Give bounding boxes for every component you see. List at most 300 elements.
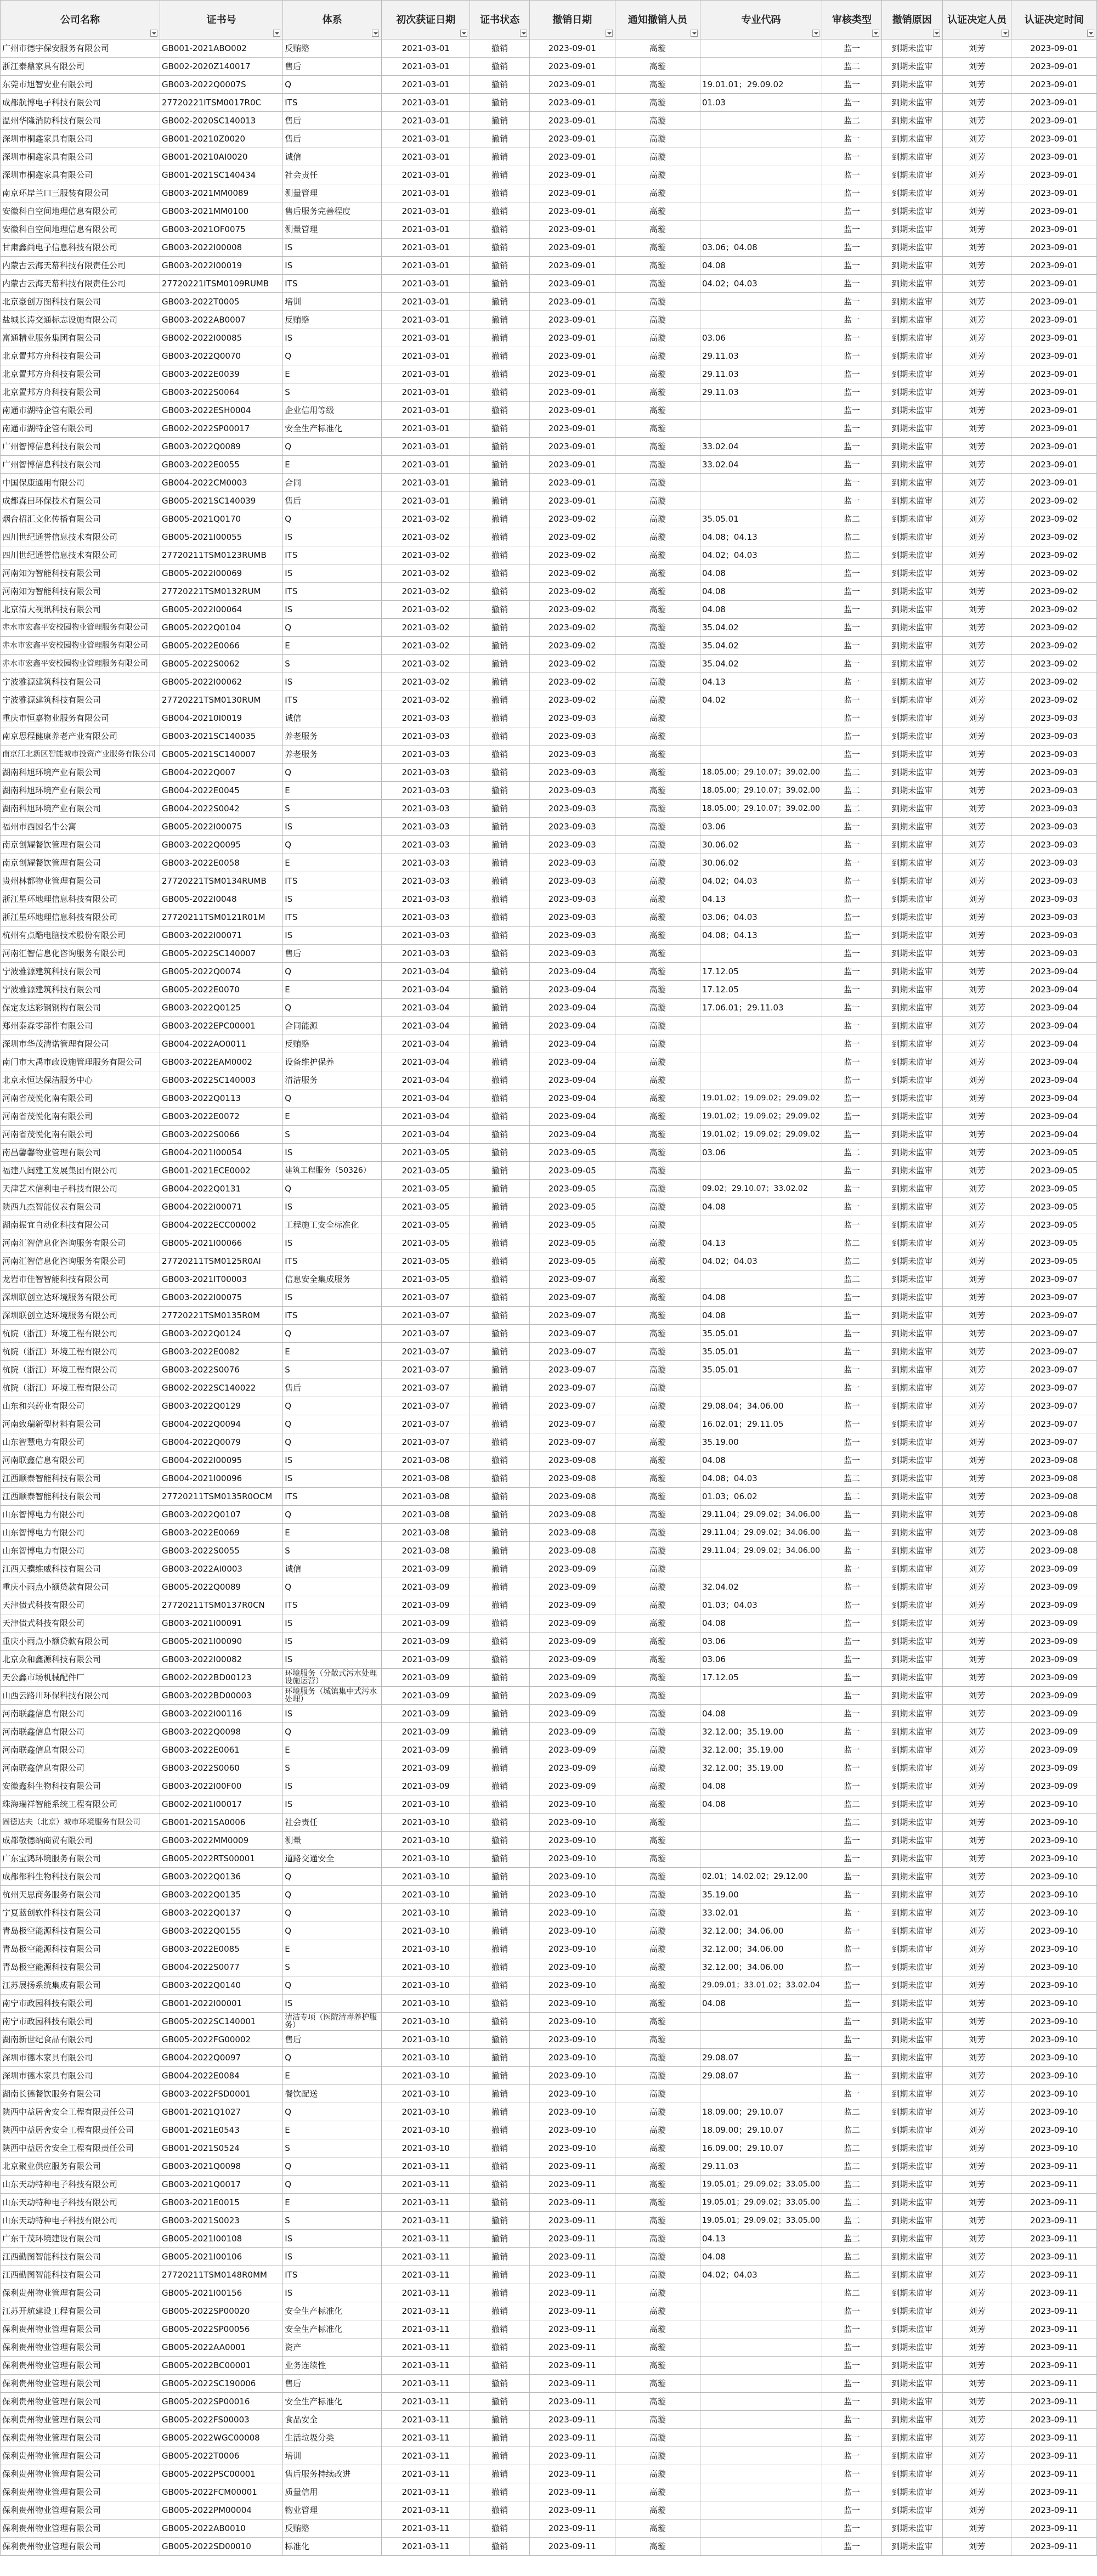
cell-status[interactable]: 撤销: [470, 39, 530, 58]
cell-issue-date[interactable]: 2021-03-10: [382, 2049, 470, 2067]
table-row[interactable]: [1, 2103, 1097, 2121]
cell-codes[interactable]: 35.19.00: [700, 1433, 822, 1451]
cell-issue-date[interactable]: 2021-03-09: [382, 1651, 470, 1669]
cell-reason[interactable]: 到期未监审: [881, 1542, 942, 1560]
cell-system[interactable]: 设备维护保养: [283, 1053, 382, 1071]
cell-status[interactable]: 撤销: [470, 257, 530, 275]
cell-name[interactable]: 山东天动特种电子科技有限公司: [1, 2212, 160, 2230]
cell-decider[interactable]: 刘芳: [942, 1108, 1011, 1126]
cell-issue-date[interactable]: 2021-03-02: [382, 546, 470, 564]
table-row[interactable]: [1, 456, 1097, 474]
cell-status[interactable]: 撤销: [470, 2157, 530, 2176]
cell-codes[interactable]: [700, 1270, 822, 1289]
cell-status[interactable]: 撤销: [470, 1470, 530, 1488]
cell-name[interactable]: 保利贵州物业管理有限公司: [1, 2465, 160, 2483]
cell-notify[interactable]: 高璇: [615, 1904, 700, 1922]
cell-decider[interactable]: 刘芳: [942, 257, 1011, 275]
cell-status[interactable]: 撤销: [470, 1488, 530, 1506]
table-row[interactable]: [1, 1578, 1097, 1596]
table-row[interactable]: [1, 2429, 1097, 2447]
cell-status[interactable]: 撤销: [470, 1252, 530, 1270]
cell-revoke-date[interactable]: 2023-09-01: [530, 76, 615, 94]
column-header-decision-date[interactable]: [1011, 1, 1097, 39]
cell-codes[interactable]: 01.03；04.03: [700, 1596, 822, 1614]
cell-system[interactable]: 社会责任: [283, 166, 382, 184]
cell-revoke-date[interactable]: 2023-09-11: [530, 2302, 615, 2320]
cell-notify[interactable]: 高璇: [615, 2013, 700, 2031]
cell-system[interactable]: 售后: [283, 2031, 382, 2049]
cell-reason[interactable]: 到期未监审: [881, 2103, 942, 2121]
cell-codes[interactable]: 33.02.01: [700, 1904, 822, 1922]
table-row[interactable]: [1, 927, 1097, 945]
cell-codes[interactable]: 32.12.00；34.06.00: [700, 1940, 822, 1958]
cell-codes[interactable]: 30.06.02: [700, 836, 822, 854]
cell-codes[interactable]: [700, 2393, 822, 2411]
cell-name[interactable]: 青岛极空能源科技有限公司: [1, 1922, 160, 1940]
cell-name[interactable]: 天津债式科技有限公司: [1, 1614, 160, 1632]
cell-reason[interactable]: 到期未监审: [881, 1307, 942, 1325]
cell-notify[interactable]: 高璇: [615, 564, 700, 583]
cell-audit-type[interactable]: 监一: [822, 1560, 882, 1578]
cell-decider[interactable]: 刘芳: [942, 1017, 1011, 1035]
cell-codes[interactable]: [700, 2031, 822, 2049]
cell-codes[interactable]: [700, 2429, 822, 2447]
cell-name[interactable]: 河南汇智信息化咨询服务有限公司: [1, 945, 160, 963]
cell-codes[interactable]: [700, 2302, 822, 2320]
cell-cert[interactable]: GB003-2022E0082: [160, 1343, 282, 1361]
cell-system[interactable]: Q: [283, 1433, 382, 1451]
cell-issue-date[interactable]: 2021-03-10: [382, 2139, 470, 2157]
cell-status[interactable]: 撤销: [470, 510, 530, 528]
table-row[interactable]: [1, 872, 1097, 890]
cell-cert[interactable]: GB003-2022E0061: [160, 1741, 282, 1759]
cell-revoke-date[interactable]: 2023-09-11: [530, 2538, 615, 2556]
cell-name[interactable]: 青岛极空能源科技有限公司: [1, 1958, 160, 1976]
cell-decision-date[interactable]: 2023-09-02: [1011, 546, 1097, 564]
cell-decider[interactable]: 刘芳: [942, 800, 1011, 818]
cell-decider[interactable]: 刘芳: [942, 945, 1011, 963]
cell-issue-date[interactable]: 2021-03-11: [382, 2501, 470, 2519]
cell-decision-date[interactable]: 2023-09-10: [1011, 1850, 1097, 1868]
cell-decider[interactable]: 刘芳: [942, 2266, 1011, 2284]
cell-cert[interactable]: GB005-2022AB0010: [160, 2519, 282, 2538]
cell-revoke-date[interactable]: 2023-09-08: [530, 1542, 615, 1560]
cell-decision-date[interactable]: 2023-09-11: [1011, 2393, 1097, 2411]
cell-audit-type[interactable]: 监一: [822, 1759, 882, 1777]
cell-system[interactable]: S: [283, 1542, 382, 1560]
cell-audit-type[interactable]: 监二: [822, 112, 882, 130]
cell-system[interactable]: 售后服务完善程度: [283, 202, 382, 221]
cell-system[interactable]: 企业信用等级: [283, 402, 382, 420]
table-row[interactable]: [1, 637, 1097, 655]
cell-decider[interactable]: 刘芳: [942, 1216, 1011, 1234]
cell-cert[interactable]: GB003-2021E0015: [160, 2194, 282, 2212]
cell-issue-date[interactable]: 2021-03-03: [382, 745, 470, 764]
table-row[interactable]: [1, 800, 1097, 818]
cell-audit-type[interactable]: 监二: [822, 2230, 882, 2248]
cell-audit-type[interactable]: 监一: [822, 1850, 882, 1868]
cell-cert[interactable]: GB005-2022SP00056: [160, 2320, 282, 2338]
cell-audit-type[interactable]: 监一: [822, 2320, 882, 2338]
cell-audit-type[interactable]: 监一: [822, 1524, 882, 1542]
filter-dropdown-icon[interactable]: [606, 30, 613, 37]
cell-decision-date[interactable]: 2023-09-11: [1011, 2538, 1097, 2556]
cell-issue-date[interactable]: 2021-03-05: [382, 1252, 470, 1270]
cell-reason[interactable]: 到期未监审: [881, 2013, 942, 2031]
cell-name[interactable]: 龙岩市佳智智能科技有限公司: [1, 1270, 160, 1289]
cell-decider[interactable]: 刘芳: [942, 2176, 1011, 2194]
cell-cert[interactable]: GB004-2022E0084: [160, 2067, 282, 2085]
cell-decision-date[interactable]: 2023-09-03: [1011, 927, 1097, 945]
cell-system[interactable]: IS: [283, 528, 382, 546]
cell-reason[interactable]: 到期未监审: [881, 1632, 942, 1651]
table-row[interactable]: [1, 1976, 1097, 1995]
cell-reason[interactable]: 到期未监审: [881, 2357, 942, 2375]
cell-cert[interactable]: GB003-2022Q0107: [160, 1506, 282, 1524]
cell-decision-date[interactable]: 2023-09-11: [1011, 2375, 1097, 2393]
cell-issue-date[interactable]: 2021-03-09: [382, 1777, 470, 1795]
cell-cert[interactable]: GB005-2022SC140007: [160, 945, 282, 963]
table-row[interactable]: [1, 2465, 1097, 2483]
cell-decider[interactable]: 刘芳: [942, 2465, 1011, 2483]
cell-issue-date[interactable]: 2021-03-04: [382, 1108, 470, 1126]
cell-codes[interactable]: [700, 727, 822, 745]
cell-system[interactable]: E: [283, 1524, 382, 1542]
cell-reason[interactable]: 到期未监审: [881, 564, 942, 583]
cell-reason[interactable]: 到期未监审: [881, 999, 942, 1017]
cell-decision-date[interactable]: 2023-09-09: [1011, 1687, 1097, 1705]
table-row[interactable]: [1, 1651, 1097, 1669]
cell-status[interactable]: 撤销: [470, 2176, 530, 2194]
cell-cert[interactable]: GB005-2022SP00020: [160, 2302, 282, 2320]
cell-cert[interactable]: GB003-2022ESH0004: [160, 402, 282, 420]
cell-audit-type[interactable]: 监二: [822, 2121, 882, 2139]
column-header-status[interactable]: [470, 1, 530, 39]
cell-system[interactable]: S: [283, 2139, 382, 2157]
table-row[interactable]: [1, 1162, 1097, 1180]
cell-status[interactable]: 撤销: [470, 727, 530, 745]
table-row[interactable]: [1, 2266, 1097, 2284]
cell-decision-date[interactable]: 2023-09-04: [1011, 1071, 1097, 1089]
cell-system[interactable]: 诚信: [283, 1560, 382, 1578]
cell-audit-type[interactable]: 监一: [822, 76, 882, 94]
cell-decider[interactable]: 刘芳: [942, 39, 1011, 58]
cell-revoke-date[interactable]: 2023-09-05: [530, 1180, 615, 1198]
cell-revoke-date[interactable]: 2023-09-10: [530, 1922, 615, 1940]
cell-notify[interactable]: 高璇: [615, 2465, 700, 2483]
cell-audit-type[interactable]: 监一: [822, 1632, 882, 1651]
cell-notify[interactable]: 高璇: [615, 890, 700, 908]
cell-decider[interactable]: 刘芳: [942, 1397, 1011, 1415]
cell-cert[interactable]: GB001-2021SA0006: [160, 1814, 282, 1832]
cell-name[interactable]: 山东智慧电力有限公司: [1, 1433, 160, 1451]
cell-name[interactable]: 重庆市恒嘉物业服务有限公司: [1, 709, 160, 727]
cell-issue-date[interactable]: 2021-03-11: [382, 2393, 470, 2411]
cell-decider[interactable]: 刘芳: [942, 1922, 1011, 1940]
cell-audit-type[interactable]: 监一: [822, 1542, 882, 1560]
cell-cert[interactable]: GB002-2021I00017: [160, 1795, 282, 1814]
cell-cert[interactable]: GB004-2022ECC00002: [160, 1216, 282, 1234]
cell-cert[interactable]: GB004-2022Q0097: [160, 2049, 282, 2067]
cell-issue-date[interactable]: 2021-03-01: [382, 329, 470, 347]
cell-codes[interactable]: 16.02.01；29.11.05: [700, 1415, 822, 1433]
cell-notify[interactable]: 高璇: [615, 2338, 700, 2357]
cell-system[interactable]: Q: [283, 1397, 382, 1415]
cell-revoke-date[interactable]: 2023-09-01: [530, 420, 615, 438]
cell-decision-date[interactable]: 2023-09-03: [1011, 908, 1097, 927]
cell-cert[interactable]: GB003-2022MM0009: [160, 1832, 282, 1850]
cell-system[interactable]: ITS: [283, 94, 382, 112]
cell-status[interactable]: 撤销: [470, 818, 530, 836]
cell-notify[interactable]: 高璇: [615, 745, 700, 764]
cell-system[interactable]: 养老服务: [283, 727, 382, 745]
cell-revoke-date[interactable]: 2023-09-09: [530, 1741, 615, 1759]
cell-decider[interactable]: 刘芳: [942, 402, 1011, 420]
cell-revoke-date[interactable]: 2023-09-05: [530, 1216, 615, 1234]
cell-notify[interactable]: 高璇: [615, 1614, 700, 1632]
cell-decider[interactable]: 刘芳: [942, 311, 1011, 329]
cell-audit-type[interactable]: 监一: [822, 1180, 882, 1198]
cell-codes[interactable]: 03.06；04.08: [700, 239, 822, 257]
cell-reason[interactable]: 到期未监审: [881, 1795, 942, 1814]
cell-revoke-date[interactable]: 2023-09-01: [530, 221, 615, 239]
cell-reason[interactable]: 到期未监审: [881, 1216, 942, 1234]
cell-audit-type[interactable]: 监二: [822, 800, 882, 818]
cell-notify[interactable]: 高璇: [615, 1071, 700, 1089]
cell-notify[interactable]: 高璇: [615, 619, 700, 637]
cell-notify[interactable]: 高璇: [615, 2411, 700, 2429]
cell-decider[interactable]: 刘芳: [942, 1940, 1011, 1958]
cell-status[interactable]: 撤销: [470, 2375, 530, 2393]
cell-revoke-date[interactable]: 2023-09-01: [530, 275, 615, 293]
cell-decider[interactable]: 刘芳: [942, 2284, 1011, 2302]
cell-decider[interactable]: 刘芳: [942, 1126, 1011, 1144]
cell-system[interactable]: 售后: [283, 58, 382, 76]
cell-audit-type[interactable]: 监二: [822, 2176, 882, 2194]
cell-cert[interactable]: GB003-2022Q0113: [160, 1089, 282, 1108]
cell-system[interactable]: IS: [283, 1651, 382, 1669]
cell-decider[interactable]: 刘芳: [942, 854, 1011, 872]
cell-cert[interactable]: GB005-2022I0048: [160, 890, 282, 908]
table-row[interactable]: [1, 836, 1097, 854]
cell-notify[interactable]: 高璇: [615, 1198, 700, 1216]
cell-reason[interactable]: 到期未监审: [881, 383, 942, 402]
table-row[interactable]: [1, 1433, 1097, 1451]
cell-revoke-date[interactable]: 2023-09-11: [530, 2375, 615, 2393]
cell-name[interactable]: 河南联鑫信息有限公司: [1, 1451, 160, 1470]
cell-codes[interactable]: [700, 420, 822, 438]
cell-revoke-date[interactable]: 2023-09-08: [530, 1451, 615, 1470]
cell-revoke-date[interactable]: 2023-09-01: [530, 39, 615, 58]
cell-audit-type[interactable]: 监一: [822, 1886, 882, 1904]
cell-name[interactable]: 河南知为智能科技有限公司: [1, 583, 160, 601]
cell-issue-date[interactable]: 2021-03-11: [382, 2176, 470, 2194]
cell-audit-type[interactable]: 监一: [822, 2429, 882, 2447]
cell-decision-date[interactable]: 2023-09-03: [1011, 945, 1097, 963]
cell-issue-date[interactable]: 2021-03-01: [382, 76, 470, 94]
cell-reason[interactable]: 到期未监审: [881, 927, 942, 945]
cell-reason[interactable]: 到期未监审: [881, 1361, 942, 1379]
cell-cert[interactable]: GB003-2022E0072: [160, 1108, 282, 1126]
cell-reason[interactable]: 到期未监审: [881, 311, 942, 329]
cell-decision-date[interactable]: 2023-09-05: [1011, 1180, 1097, 1198]
cell-codes[interactable]: 17.06.01；29.11.03: [700, 999, 822, 1017]
cell-system[interactable]: S: [283, 800, 382, 818]
cell-cert[interactable]: GB003-2022Q0124: [160, 1325, 282, 1343]
cell-cert[interactable]: GB004-2022S0077: [160, 1958, 282, 1976]
table-row[interactable]: [1, 2302, 1097, 2320]
cell-audit-type[interactable]: 监一: [822, 1379, 882, 1397]
cell-name[interactable]: 浙江星环地理信息科技有限公司: [1, 908, 160, 927]
cell-audit-type[interactable]: 监一: [822, 456, 882, 474]
cell-name[interactable]: 盐城长涛交通标志设施有限公司: [1, 311, 160, 329]
cell-revoke-date[interactable]: 2023-09-11: [530, 2338, 615, 2357]
cell-issue-date[interactable]: 2021-03-01: [382, 420, 470, 438]
cell-cert[interactable]: GB005-2021Q0170: [160, 510, 282, 528]
cell-issue-date[interactable]: 2021-03-10: [382, 2103, 470, 2121]
cell-cert[interactable]: GB005-2022E0066: [160, 637, 282, 655]
cell-cert[interactable]: GB003-2021Q0098: [160, 2157, 282, 2176]
cell-reason[interactable]: 到期未监审: [881, 818, 942, 836]
cell-codes[interactable]: 32.12.00；34.06.00: [700, 1958, 822, 1976]
cell-codes[interactable]: 32.12.00；34.06.00: [700, 1922, 822, 1940]
cell-issue-date[interactable]: 2021-03-09: [382, 1578, 470, 1596]
cell-revoke-date[interactable]: 2023-09-11: [530, 2266, 615, 2284]
cell-decider[interactable]: 刘芳: [942, 1325, 1011, 1343]
cell-name[interactable]: 河南联鑫信息有限公司: [1, 1723, 160, 1741]
cell-decider[interactable]: 刘芳: [942, 583, 1011, 601]
cell-audit-type[interactable]: 监一: [822, 1433, 882, 1451]
cell-status[interactable]: 撤销: [470, 854, 530, 872]
cell-name[interactable]: 北京置邦方舟科技有限公司: [1, 347, 160, 365]
cell-reason[interactable]: 到期未监审: [881, 1850, 942, 1868]
cell-issue-date[interactable]: 2021-03-11: [382, 2483, 470, 2501]
cell-name[interactable]: 安徽鑫科生物科技有限公司: [1, 1777, 160, 1795]
cell-status[interactable]: 撤销: [470, 1850, 530, 1868]
table-row[interactable]: [1, 2375, 1097, 2393]
cell-system[interactable]: ITS: [283, 908, 382, 927]
cell-name[interactable]: 广州智博信息科技有限公司: [1, 438, 160, 456]
cell-status[interactable]: 撤销: [470, 2067, 530, 2085]
cell-notify[interactable]: 高璇: [615, 2429, 700, 2447]
cell-decider[interactable]: 刘芳: [942, 2519, 1011, 2538]
cell-notify[interactable]: 高璇: [615, 1741, 700, 1759]
cell-decider[interactable]: 刘芳: [942, 1252, 1011, 1270]
cell-notify[interactable]: 高璇: [615, 1632, 700, 1651]
cell-revoke-date[interactable]: 2023-09-11: [530, 2194, 615, 2212]
table-row[interactable]: [1, 329, 1097, 347]
cell-status[interactable]: 撤销: [470, 2103, 530, 2121]
cell-status[interactable]: 撤销: [470, 2320, 530, 2338]
cell-codes[interactable]: [700, 1071, 822, 1089]
cell-codes[interactable]: [700, 2375, 822, 2393]
cell-system[interactable]: IS: [283, 2230, 382, 2248]
cell-status[interactable]: 撤销: [470, 311, 530, 329]
cell-cert[interactable]: GB001-2021SC140434: [160, 166, 282, 184]
cell-audit-type[interactable]: 监二: [822, 2266, 882, 2284]
cell-status[interactable]: 撤销: [470, 1814, 530, 1832]
cell-status[interactable]: 撤销: [470, 709, 530, 727]
cell-issue-date[interactable]: 2021-03-07: [382, 1343, 470, 1361]
cell-notify[interactable]: 高璇: [615, 1578, 700, 1596]
cell-audit-type[interactable]: 监一: [822, 148, 882, 166]
cell-decision-date[interactable]: 2023-09-11: [1011, 2266, 1097, 2284]
cell-name[interactable]: 南京思程健康养老产业有限公司: [1, 727, 160, 745]
cell-status[interactable]: 撤销: [470, 1234, 530, 1252]
cell-decision-date[interactable]: 2023-09-09: [1011, 1705, 1097, 1723]
cell-codes[interactable]: [700, 2085, 822, 2103]
cell-decision-date[interactable]: 2023-09-09: [1011, 1651, 1097, 1669]
cell-audit-type[interactable]: 监一: [822, 1108, 882, 1126]
cell-name[interactable]: 保利贵州物业管理有限公司: [1, 2501, 160, 2519]
cell-system[interactable]: ITS: [283, 1488, 382, 1506]
cell-notify[interactable]: 高璇: [615, 818, 700, 836]
cell-notify[interactable]: 高璇: [615, 112, 700, 130]
cell-cert[interactable]: GB003-2022Q0070: [160, 347, 282, 365]
table-row[interactable]: [1, 745, 1097, 764]
cell-codes[interactable]: 04.13: [700, 2230, 822, 2248]
cell-reason[interactable]: 到期未监审: [881, 764, 942, 782]
cell-codes[interactable]: [700, 202, 822, 221]
cell-decider[interactable]: 刘芳: [942, 112, 1011, 130]
cell-notify[interactable]: 高璇: [615, 130, 700, 148]
cell-name[interactable]: 重庆小雨点小额贷款有限公司: [1, 1632, 160, 1651]
cell-name[interactable]: 福州市西园名牛公寓: [1, 818, 160, 836]
cell-reason[interactable]: 到期未监审: [881, 2121, 942, 2139]
cell-reason[interactable]: 到期未监审: [881, 420, 942, 438]
cell-cert[interactable]: GB003-2022SC140003: [160, 1071, 282, 1089]
cell-issue-date[interactable]: 2021-03-03: [382, 818, 470, 836]
cell-name[interactable]: 南京环岸兰口三服装有限公司: [1, 184, 160, 202]
cell-decider[interactable]: 刘芳: [942, 438, 1011, 456]
cell-revoke-date[interactable]: 2023-09-05: [530, 1252, 615, 1270]
cell-issue-date[interactable]: 2021-03-11: [382, 2302, 470, 2320]
cell-decision-date[interactable]: 2023-09-11: [1011, 2212, 1097, 2230]
cell-reason[interactable]: 到期未监审: [881, 2338, 942, 2357]
cell-status[interactable]: 撤销: [470, 365, 530, 383]
cell-codes[interactable]: 35.04.02: [700, 637, 822, 655]
cell-issue-date[interactable]: 2021-03-07: [382, 1433, 470, 1451]
cell-decision-date[interactable]: 2023-09-05: [1011, 1252, 1097, 1270]
cell-cert[interactable]: GB003-2022S0064: [160, 383, 282, 402]
cell-status[interactable]: 撤销: [470, 1832, 530, 1850]
cell-audit-type[interactable]: 监一: [822, 854, 882, 872]
cell-reason[interactable]: 到期未监审: [881, 58, 942, 76]
table-row[interactable]: [1, 438, 1097, 456]
cell-decider[interactable]: 刘芳: [942, 727, 1011, 745]
cell-revoke-date[interactable]: 2023-09-10: [530, 1904, 615, 1922]
cell-system[interactable]: Q: [283, 1415, 382, 1433]
cell-name[interactable]: 陕西九杰智能仪表有限公司: [1, 1198, 160, 1216]
cell-name[interactable]: 山东智博电力有限公司: [1, 1542, 160, 1560]
cell-revoke-date[interactable]: 2023-09-03: [530, 854, 615, 872]
cell-decision-date[interactable]: 2023-09-01: [1011, 166, 1097, 184]
cell-decision-date[interactable]: 2023-09-10: [1011, 1976, 1097, 1995]
cell-name[interactable]: 南通市湖特企管有限公司: [1, 402, 160, 420]
cell-codes[interactable]: 01.03；06.02: [700, 1488, 822, 1506]
cell-cert[interactable]: GB004-2022I00095: [160, 1451, 282, 1470]
table-row[interactable]: [1, 1451, 1097, 1470]
cell-audit-type[interactable]: 监一: [822, 1397, 882, 1415]
table-row[interactable]: [1, 2194, 1097, 2212]
cell-codes[interactable]: [700, 1850, 822, 1868]
cell-issue-date[interactable]: 2021-03-09: [382, 1723, 470, 1741]
cell-name[interactable]: 湖南科旭环境产业有限公司: [1, 800, 160, 818]
cell-reason[interactable]: 到期未监审: [881, 1379, 942, 1397]
cell-system[interactable]: 清洁专项（医院清毒养护服务）: [283, 2013, 382, 2031]
cell-notify[interactable]: 高璇: [615, 1759, 700, 1777]
cell-decision-date[interactable]: 2023-09-05: [1011, 1216, 1097, 1234]
